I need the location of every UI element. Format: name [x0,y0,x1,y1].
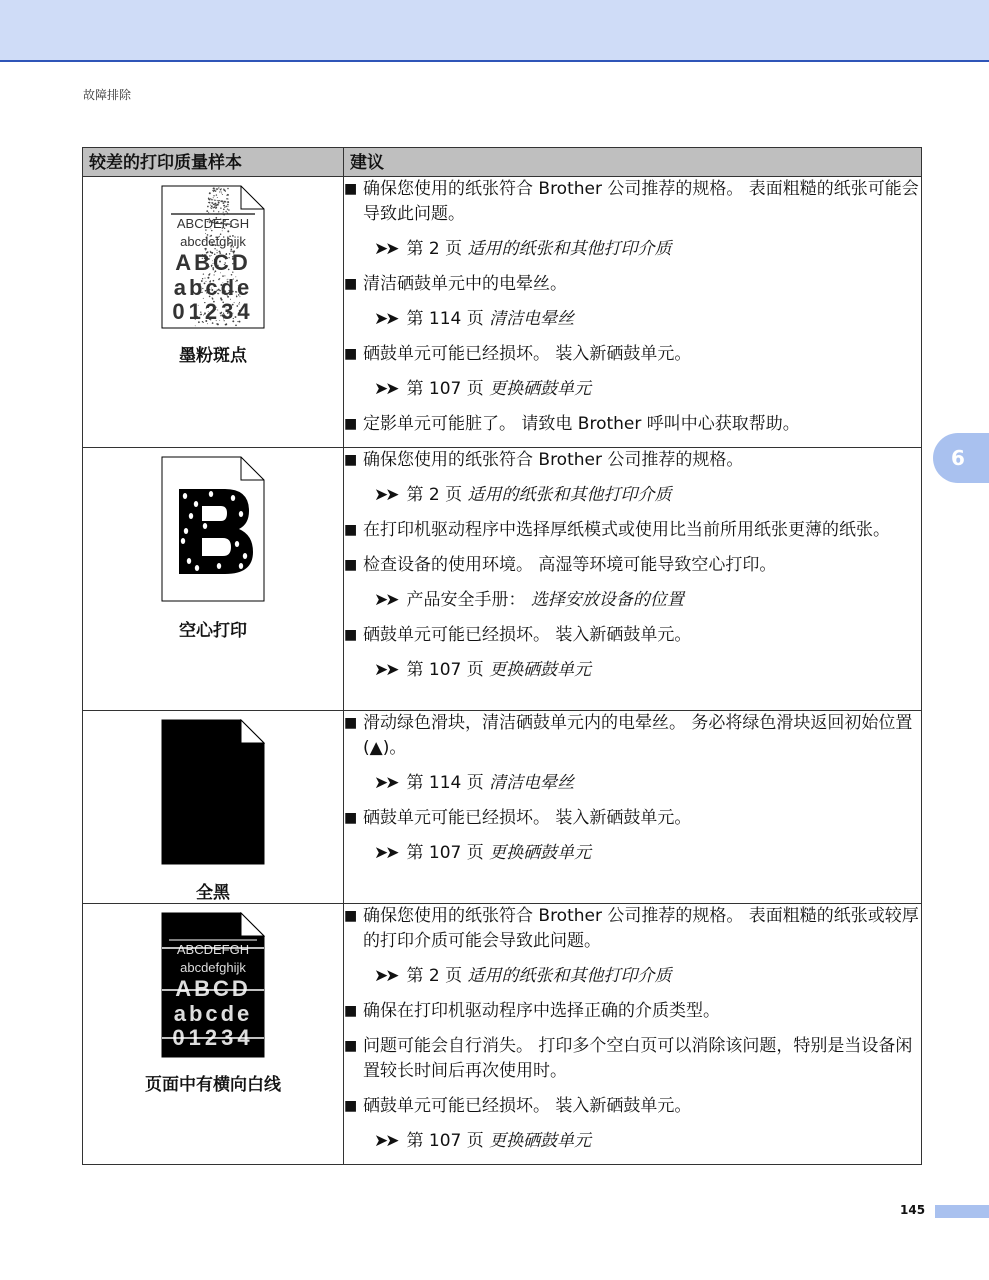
sample-label: 页面中有横向白线 [145,1075,281,1095]
page-number: 145 [900,1203,926,1217]
sample-line: abcdefghijk [180,960,246,975]
double-arrow-icon: ➤➤ [374,773,397,793]
double-arrow-icon: ➤➤ [374,309,397,329]
table-row [83,177,922,448]
cross-reference-link[interactable] [374,588,921,613]
suggestion-item [344,711,921,761]
footer-bar [935,1205,989,1218]
sample-label: 空心打印 [179,621,247,641]
suggestion-text: 在打印机驱动程序中选择厚纸模式或使用比当前所用纸张更薄的纸张。 [363,520,890,540]
suggestions-cell [344,177,922,448]
bullet-square-icon: ■ [344,452,358,468]
suggestions-cell [344,448,922,711]
suggestions-cell [344,904,922,1165]
bullet-square-icon: ■ [344,810,358,826]
reference-title: 清洁电晕丝 [489,773,575,793]
bullet-square-icon: ■ [344,346,358,362]
suggestion-item [344,177,921,227]
reference-title: 清洁电晕丝 [489,309,575,329]
sample-line: abcde [173,275,253,300]
cross-reference-link[interactable] [374,841,921,866]
reference-page: 第 107 页 [406,660,484,680]
double-arrow-icon: ➤➤ [374,379,397,399]
table-row [83,448,922,711]
reference-page: 第 2 页 [406,485,463,505]
sample-cell [83,177,344,448]
reference-page: 第 107 页 [406,1131,484,1151]
double-arrow-icon: ➤➤ [374,966,397,986]
double-arrow-icon: ➤➤ [374,485,397,505]
cross-reference-link[interactable] [374,1129,921,1154]
suggestion-item [344,553,921,578]
suggestion-text: 检查设备的使用环境。 高湿等环境可能导致空心打印。 [363,555,777,575]
suggestion-item [344,1034,921,1084]
sample-line: ABCDEFGH [176,216,250,231]
table-row [83,904,922,1165]
suggestions-cell [344,711,922,904]
breadcrumb: 故障排除 [83,88,132,102]
suggestion-item [344,623,921,648]
cross-reference-link[interactable] [374,307,921,332]
sample-line: ABCD [175,976,251,1001]
suggestion-text: 硒鼓单元可能已经损坏。 装入新硒鼓单元。 [363,808,692,828]
sample-line: abcdefghijk [180,234,246,249]
white-lines-icon [161,912,265,1058]
bullet-square-icon: ■ [344,416,358,432]
double-arrow-icon: ➤➤ [374,843,397,863]
reference-page: 第 114 页 [406,309,484,329]
reference-page: 产品安全手册： [406,590,526,610]
suggestion-text: 硒鼓单元可能已经损坏。 装入新硒鼓单元。 [363,1096,692,1116]
all-black-icon [161,719,265,865]
bullet-square-icon: ■ [344,181,358,197]
suggestion-item [344,1094,921,1119]
bullet-square-icon: ■ [344,1003,358,1019]
double-arrow-icon: ➤➤ [374,1131,397,1151]
suggestion-text: 清洁硒鼓单元中的电晕丝。 [363,274,567,294]
reference-title: 更换硒鼓单元 [489,843,592,863]
reference-page: 第 2 页 [406,239,463,259]
suggestion-text: 确保您使用的纸张符合 Brother 公司推荐的规格。 表面粗糙的纸张可能会导致此问题。 [363,179,919,224]
reference-title: 更换硒鼓单元 [489,1131,592,1151]
reference-title: 更换硒鼓单元 [489,660,592,680]
bullet-square-icon: ■ [344,557,358,573]
suggestion-text: 硒鼓单元可能已经损坏。 装入新硒鼓单元。 [363,344,692,364]
reference-title: 选择安放设备的位置 [530,590,684,610]
hollow-print-icon [161,456,265,602]
bullet-square-icon: ■ [344,276,358,292]
suggestion-item [344,272,921,297]
sample-cell [83,904,344,1165]
print-quality-table [82,147,922,1165]
col-header-suggestion: 建议 [344,148,922,177]
bullet-square-icon: ■ [344,522,358,538]
bullet-square-icon: ■ [344,1098,358,1114]
suggestion-text: 确保您使用的纸张符合 Brother 公司推荐的规格。 [363,450,744,470]
bullet-square-icon: ■ [344,908,358,924]
sample-line: 01234 [172,1025,254,1050]
sample-cell [83,448,344,711]
double-arrow-icon: ➤➤ [374,239,397,259]
bullet-square-icon: ■ [344,715,358,731]
cross-reference-link[interactable] [374,964,921,989]
cross-reference-link[interactable] [374,658,921,683]
toner-specks-icon [161,185,265,329]
suggestion-text: 硒鼓单元可能已经损坏。 装入新硒鼓单元。 [363,625,692,645]
sample-cell [83,711,344,904]
cross-reference-link[interactable] [374,377,921,402]
reference-page: 第 107 页 [406,843,484,863]
double-arrow-icon: ➤➤ [374,660,397,680]
suggestion-item [344,904,921,954]
sample-line: ABCD [175,250,251,275]
sample-label: 墨粉斑点 [179,346,247,366]
bullet-square-icon: ■ [344,627,358,643]
suggestion-item [344,806,921,831]
suggestion-text: 确保在打印机驱动程序中选择正确的介质类型。 [363,1001,720,1021]
reference-title: 更换硒鼓单元 [489,379,592,399]
bullet-square-icon: ■ [344,1038,358,1054]
reference-title: 适用的纸张和其他打印介质 [467,239,672,259]
suggestion-item [344,342,921,367]
suggestion-item [344,448,921,473]
table-row [83,711,922,904]
table-header-row [83,148,922,177]
reference-page: 第 114 页 [406,773,484,793]
header-band [0,0,989,62]
suggestion-text: 滑动绿色滑块，清洁硒鼓单元内的电晕丝。 务必将绿色滑块返回初始位置 (▲)。 [363,713,913,758]
reference-page: 第 107 页 [406,379,484,399]
sample-line: ABCDEFGH [176,942,250,957]
sample-label: 全黑 [196,883,230,903]
double-arrow-icon: ➤➤ [374,590,397,610]
reference-title: 适用的纸张和其他打印介质 [467,966,672,986]
cross-reference-link[interactable] [374,483,921,508]
suggestion-text: 确保您使用的纸张符合 Brother 公司推荐的规格。 表面粗糙的纸张或较厚的打印介质可能会导致此问题。 [363,906,919,951]
sample-line: 01234 [172,299,254,324]
suggestion-item [344,518,921,543]
col-header-sample: 较差的打印质量样本 [83,148,344,177]
sample-line: abcde [173,1001,253,1026]
cross-reference-link[interactable] [374,771,921,796]
suggestion-text: 定影单元可能脏了。 请致电 Brother 呼叫中心获取帮助。 [363,414,800,434]
reference-title: 适用的纸张和其他打印介质 [467,485,672,505]
suggestion-text: 问题可能会自行消失。 打印多个空白页可以消除该问题，特别是当设备闲置较长时间后再次使用时。 [363,1036,913,1081]
reference-page: 第 2 页 [406,966,463,986]
suggestion-item [344,412,921,437]
suggestion-item [344,999,921,1024]
chapter-tab: 6 [933,433,989,483]
cross-reference-link[interactable] [374,237,921,262]
